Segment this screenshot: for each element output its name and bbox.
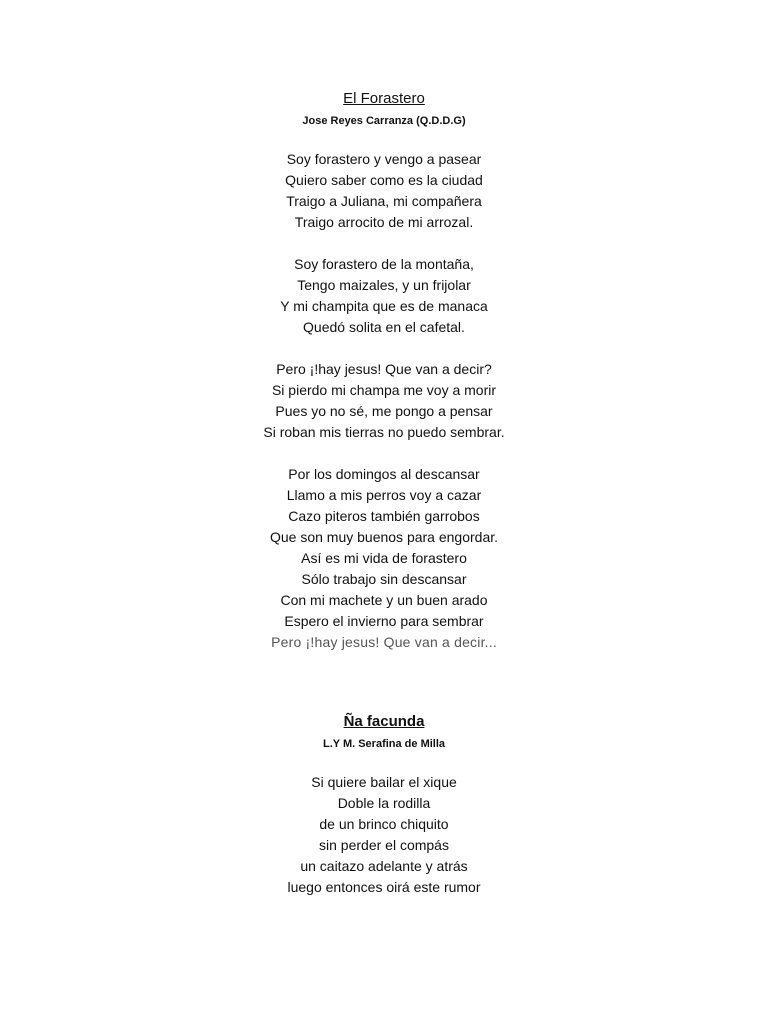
- verse-line: Espero el invierno para sembrar: [284, 613, 484, 629]
- verse-line: Y mi champita que es de manaca: [280, 298, 488, 314]
- poem-el-forastero: [0, 90, 768, 653]
- verse-line: Llamo a mis perros voy a cazar: [286, 487, 482, 503]
- verse-line: Soy forastero y vengo a pasear: [286, 151, 482, 167]
- stanza: [0, 772, 768, 898]
- verse-line: un caitazo adelante y atrás: [300, 858, 468, 874]
- verse-line: Si pierdo mi champa me voy a morir: [271, 382, 497, 398]
- verse-line: Traigo arrocito de mi arrozal.: [294, 214, 474, 230]
- verse-line: Cazo piteros también garrobos: [288, 508, 480, 524]
- stanza: [0, 359, 768, 443]
- verse-line: Quiero saber como es la ciudad: [285, 172, 483, 188]
- poem-title: Ña facunda: [343, 713, 425, 730]
- poem-author: Jose Reyes Carranza (Q.D.D.G): [302, 115, 466, 127]
- verse-line: Quedó solita en el cafetal.: [303, 319, 465, 335]
- verse-line: Pues yo no sé, me pongo a pensar: [275, 403, 493, 419]
- poem-na-facunda: [0, 713, 768, 898]
- verse-line: Con mi machete y un buen arado: [280, 592, 488, 608]
- verse-line: Si quiere bailar el xique: [311, 774, 457, 790]
- poem-title: El Forastero: [343, 90, 425, 107]
- verse-line: Si roban mis tierras no puedo sembrar.: [263, 424, 505, 440]
- verse-line: Pero ¡!hay jesus! Que van a decir?: [276, 361, 492, 377]
- verse-line: sin perder el compás: [319, 837, 449, 853]
- verse-line: Tengo maizales, y un frijolar: [297, 277, 471, 293]
- verse-line: Soy forastero de la montaña,: [294, 256, 474, 272]
- verse-line: Sólo trabajo sin descansar: [301, 571, 467, 587]
- verse-line: Pero ¡!hay jesus! Que van a decir...: [271, 634, 497, 650]
- verse-line: de un brinco chiquito: [319, 816, 449, 832]
- stanza: [0, 464, 768, 653]
- verse-line: luego entonces oirá este rumor: [287, 879, 481, 895]
- stanza: [0, 149, 768, 233]
- verse-line: Que son muy buenos para engordar.: [269, 529, 499, 545]
- verse-line: Así es mi vida de forastero: [301, 550, 467, 566]
- poem-author: L.Y M. Serafina de Milla: [322, 738, 446, 750]
- stanza: [0, 254, 768, 338]
- verse-line: Traigo a Juliana, mi compañera: [286, 193, 482, 209]
- verse-line: Doble la rodilla: [337, 795, 431, 811]
- verse-line: Por los domingos al descansar: [288, 466, 480, 482]
